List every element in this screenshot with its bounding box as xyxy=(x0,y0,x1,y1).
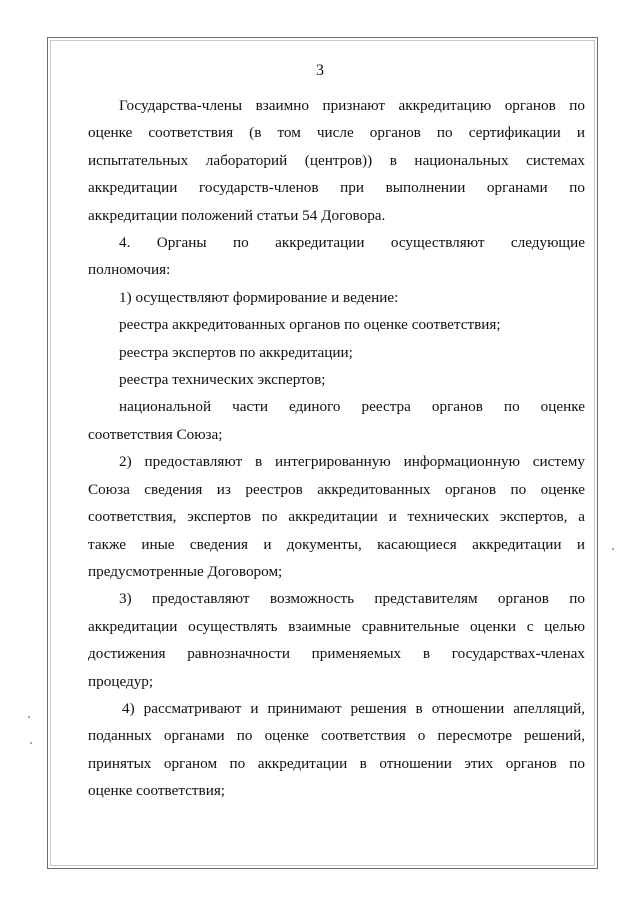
paragraph-item-4-powers xyxy=(88,229,585,284)
text-line: полномочия: xyxy=(88,261,171,279)
text-line: предусмотренные Договором; xyxy=(88,562,283,580)
text-line: оценке соответствия; xyxy=(88,782,226,800)
scan-speck xyxy=(30,742,32,744)
text-line: 4. Органы по аккредитации осуществляют следующие xyxy=(119,234,585,252)
text-line: 4) рассматривают и принимают решения в отношении апелляций, xyxy=(122,699,585,717)
text-line: 2) предоставляют в интегрированную информационную систему xyxy=(119,453,585,471)
text-line: соответствия Союза; xyxy=(88,425,223,443)
text-line: аккредитации государств-членов при выполнении органами по xyxy=(88,179,585,197)
text-line: Союза сведения из реестров аккредитованных органов по оценке xyxy=(88,480,585,498)
scan-speck xyxy=(612,548,614,550)
document-body xyxy=(88,92,585,805)
text-line: принятых органом по аккредитации в отношении этих органов по xyxy=(88,754,585,772)
text-line: реестра технических экспертов; xyxy=(119,371,326,389)
paragraph-mutual-recognition xyxy=(88,92,585,229)
text-line: соответствия, экспертов по аккредитации и технических экспертов, а xyxy=(88,508,585,526)
text-line: аккредитации положений статьи 54 Договора. xyxy=(88,206,386,224)
text-line: также иные сведения и документы, касающиеся аккредитации и xyxy=(88,535,585,553)
text-line: оценке соответствия (в том числе органов по сертификации и xyxy=(88,124,585,142)
page-number: 3 xyxy=(316,62,324,79)
text-line: аккредитации осуществлять взаимные сравнительные оценки с целью xyxy=(88,617,585,635)
text-line: испытательных лабораторий (центров)) в национальных системах xyxy=(88,151,585,169)
text-line: 1) осуществляют формирование и ведение: xyxy=(119,288,399,306)
text-line: национальной части единого реестра органов по оценке xyxy=(119,398,585,416)
text-line: процедур; xyxy=(88,672,154,690)
paragraph-subitem-1 xyxy=(88,284,585,448)
scan-speck xyxy=(28,716,30,718)
text-line: реестра аккредитованных органов по оценке соответствия; xyxy=(119,316,501,334)
paragraph-subitem-3 xyxy=(88,585,585,695)
text-line: реестра экспертов по аккредитации; xyxy=(119,343,353,361)
text-line: поданных органами по оценке соответствия о пересмотре решений, xyxy=(88,727,585,745)
text-line: Государства-члены взаимно признают аккредитацию органов по xyxy=(119,97,585,114)
paragraph-subitem-2 xyxy=(88,448,585,585)
text-line: 3) предоставляют возможность представителям органов по xyxy=(119,590,585,608)
text-line: достижения равнозначности применяемых в государствах-членах xyxy=(88,645,585,663)
paragraph-subitem-4 xyxy=(88,695,585,805)
